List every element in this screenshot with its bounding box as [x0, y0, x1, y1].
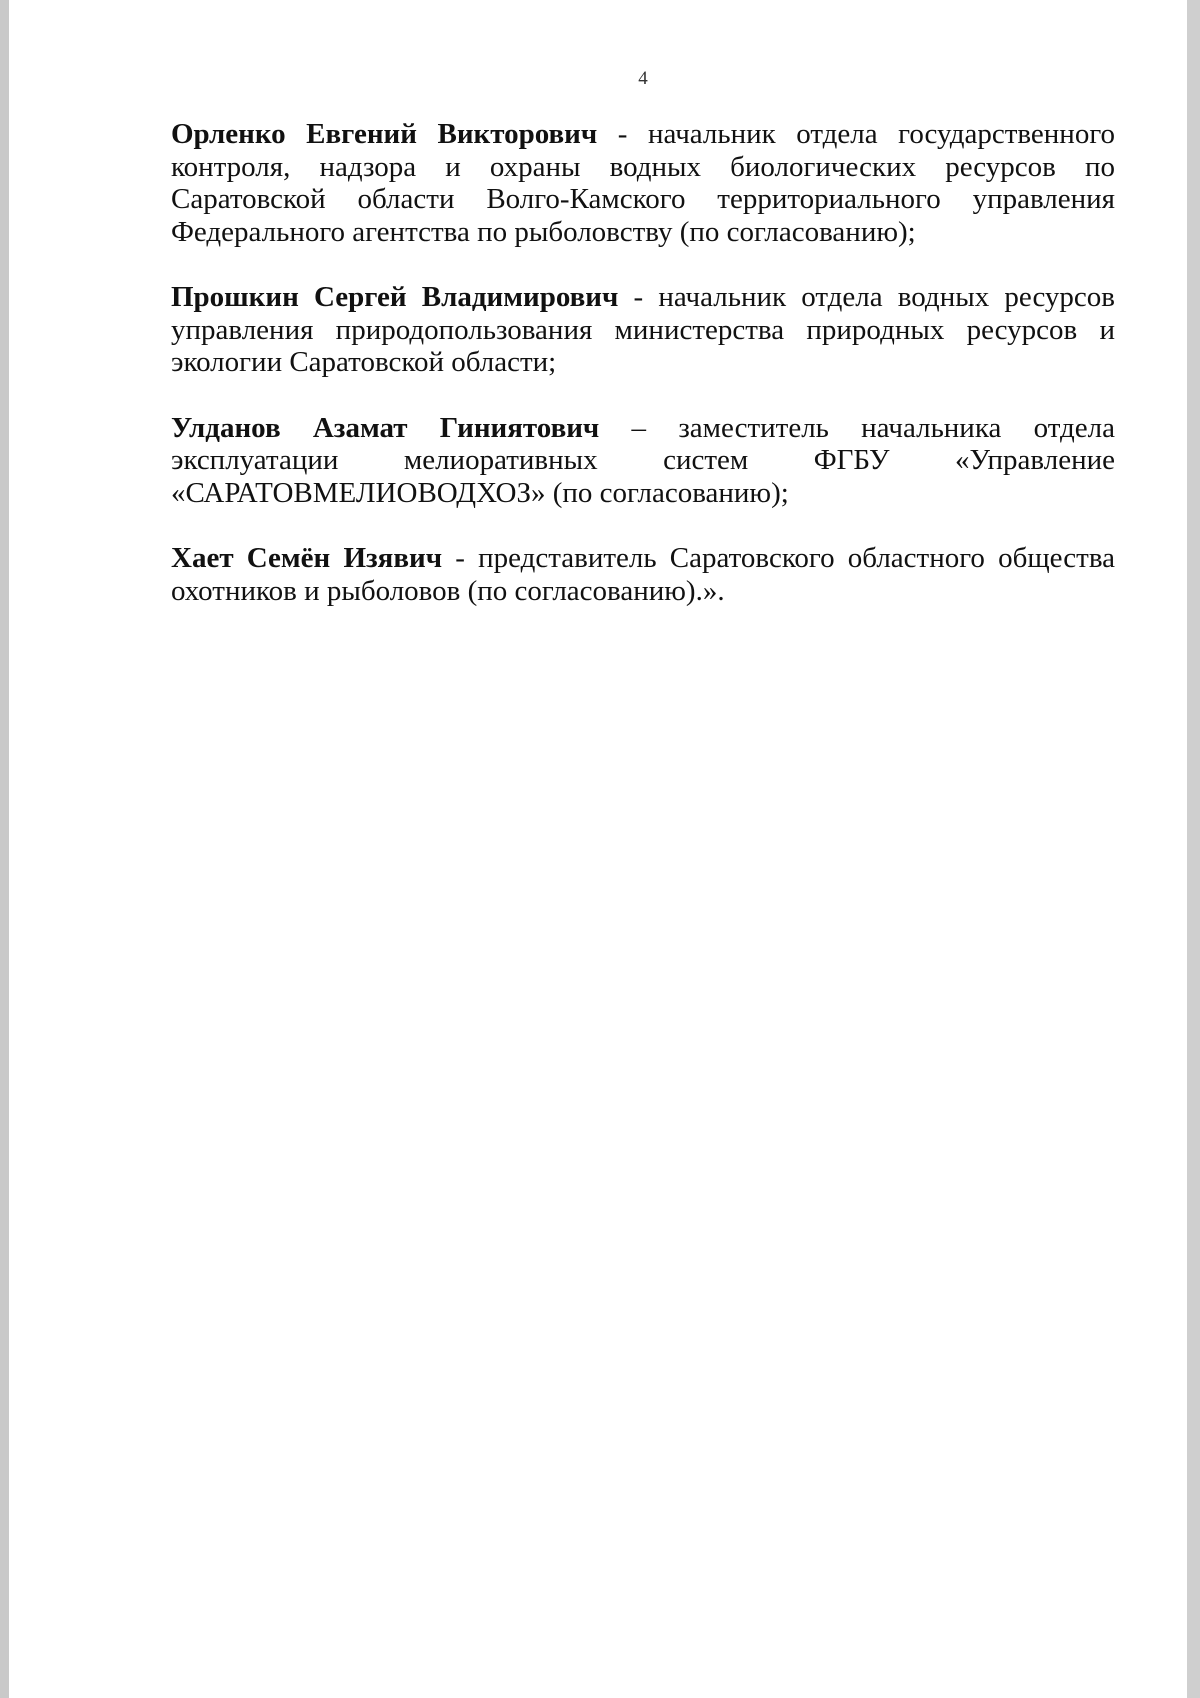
scan-left-edge	[0, 0, 9, 1698]
scan-right-edge	[1187, 0, 1200, 1698]
member-description: - начальник отдела водных ресурсов управления природопользования министерства природных ресурсов и экологии Саратовской области;	[171, 281, 1115, 378]
member-entry	[171, 542, 1115, 607]
member-entry	[171, 281, 1115, 379]
member-entry	[171, 118, 1115, 248]
member-name: Прошкин Сергей Владимирович	[171, 281, 619, 313]
member-name: Орленко Евгений Викторович	[171, 118, 598, 150]
member-name: Хает Семён Изявич	[171, 542, 443, 574]
member-description: - начальник отдела государственного контроля, надзора и охраны водных биологических ресурсов по Саратовской области Волго-Камского территориального управления Федерального агентства по рыболовству (по согласованию);	[171, 118, 1116, 248]
member-entry	[171, 412, 1115, 510]
member-name: Улданов Азамат Гиниятович	[171, 411, 600, 444]
page-number: 4	[638, 68, 648, 89]
member-list	[171, 118, 1115, 640]
member-description: - представитель Саратовского областного общества охотников и рыболовов (по согласованию).».	[171, 542, 1116, 607]
member-description: – заместитель начальника отдела эксплуатации мелиоративных систем ФГБУ «Управление «САРАТОВМЕЛИОВОДХОЗ» (по согласованию);	[171, 411, 1115, 509]
